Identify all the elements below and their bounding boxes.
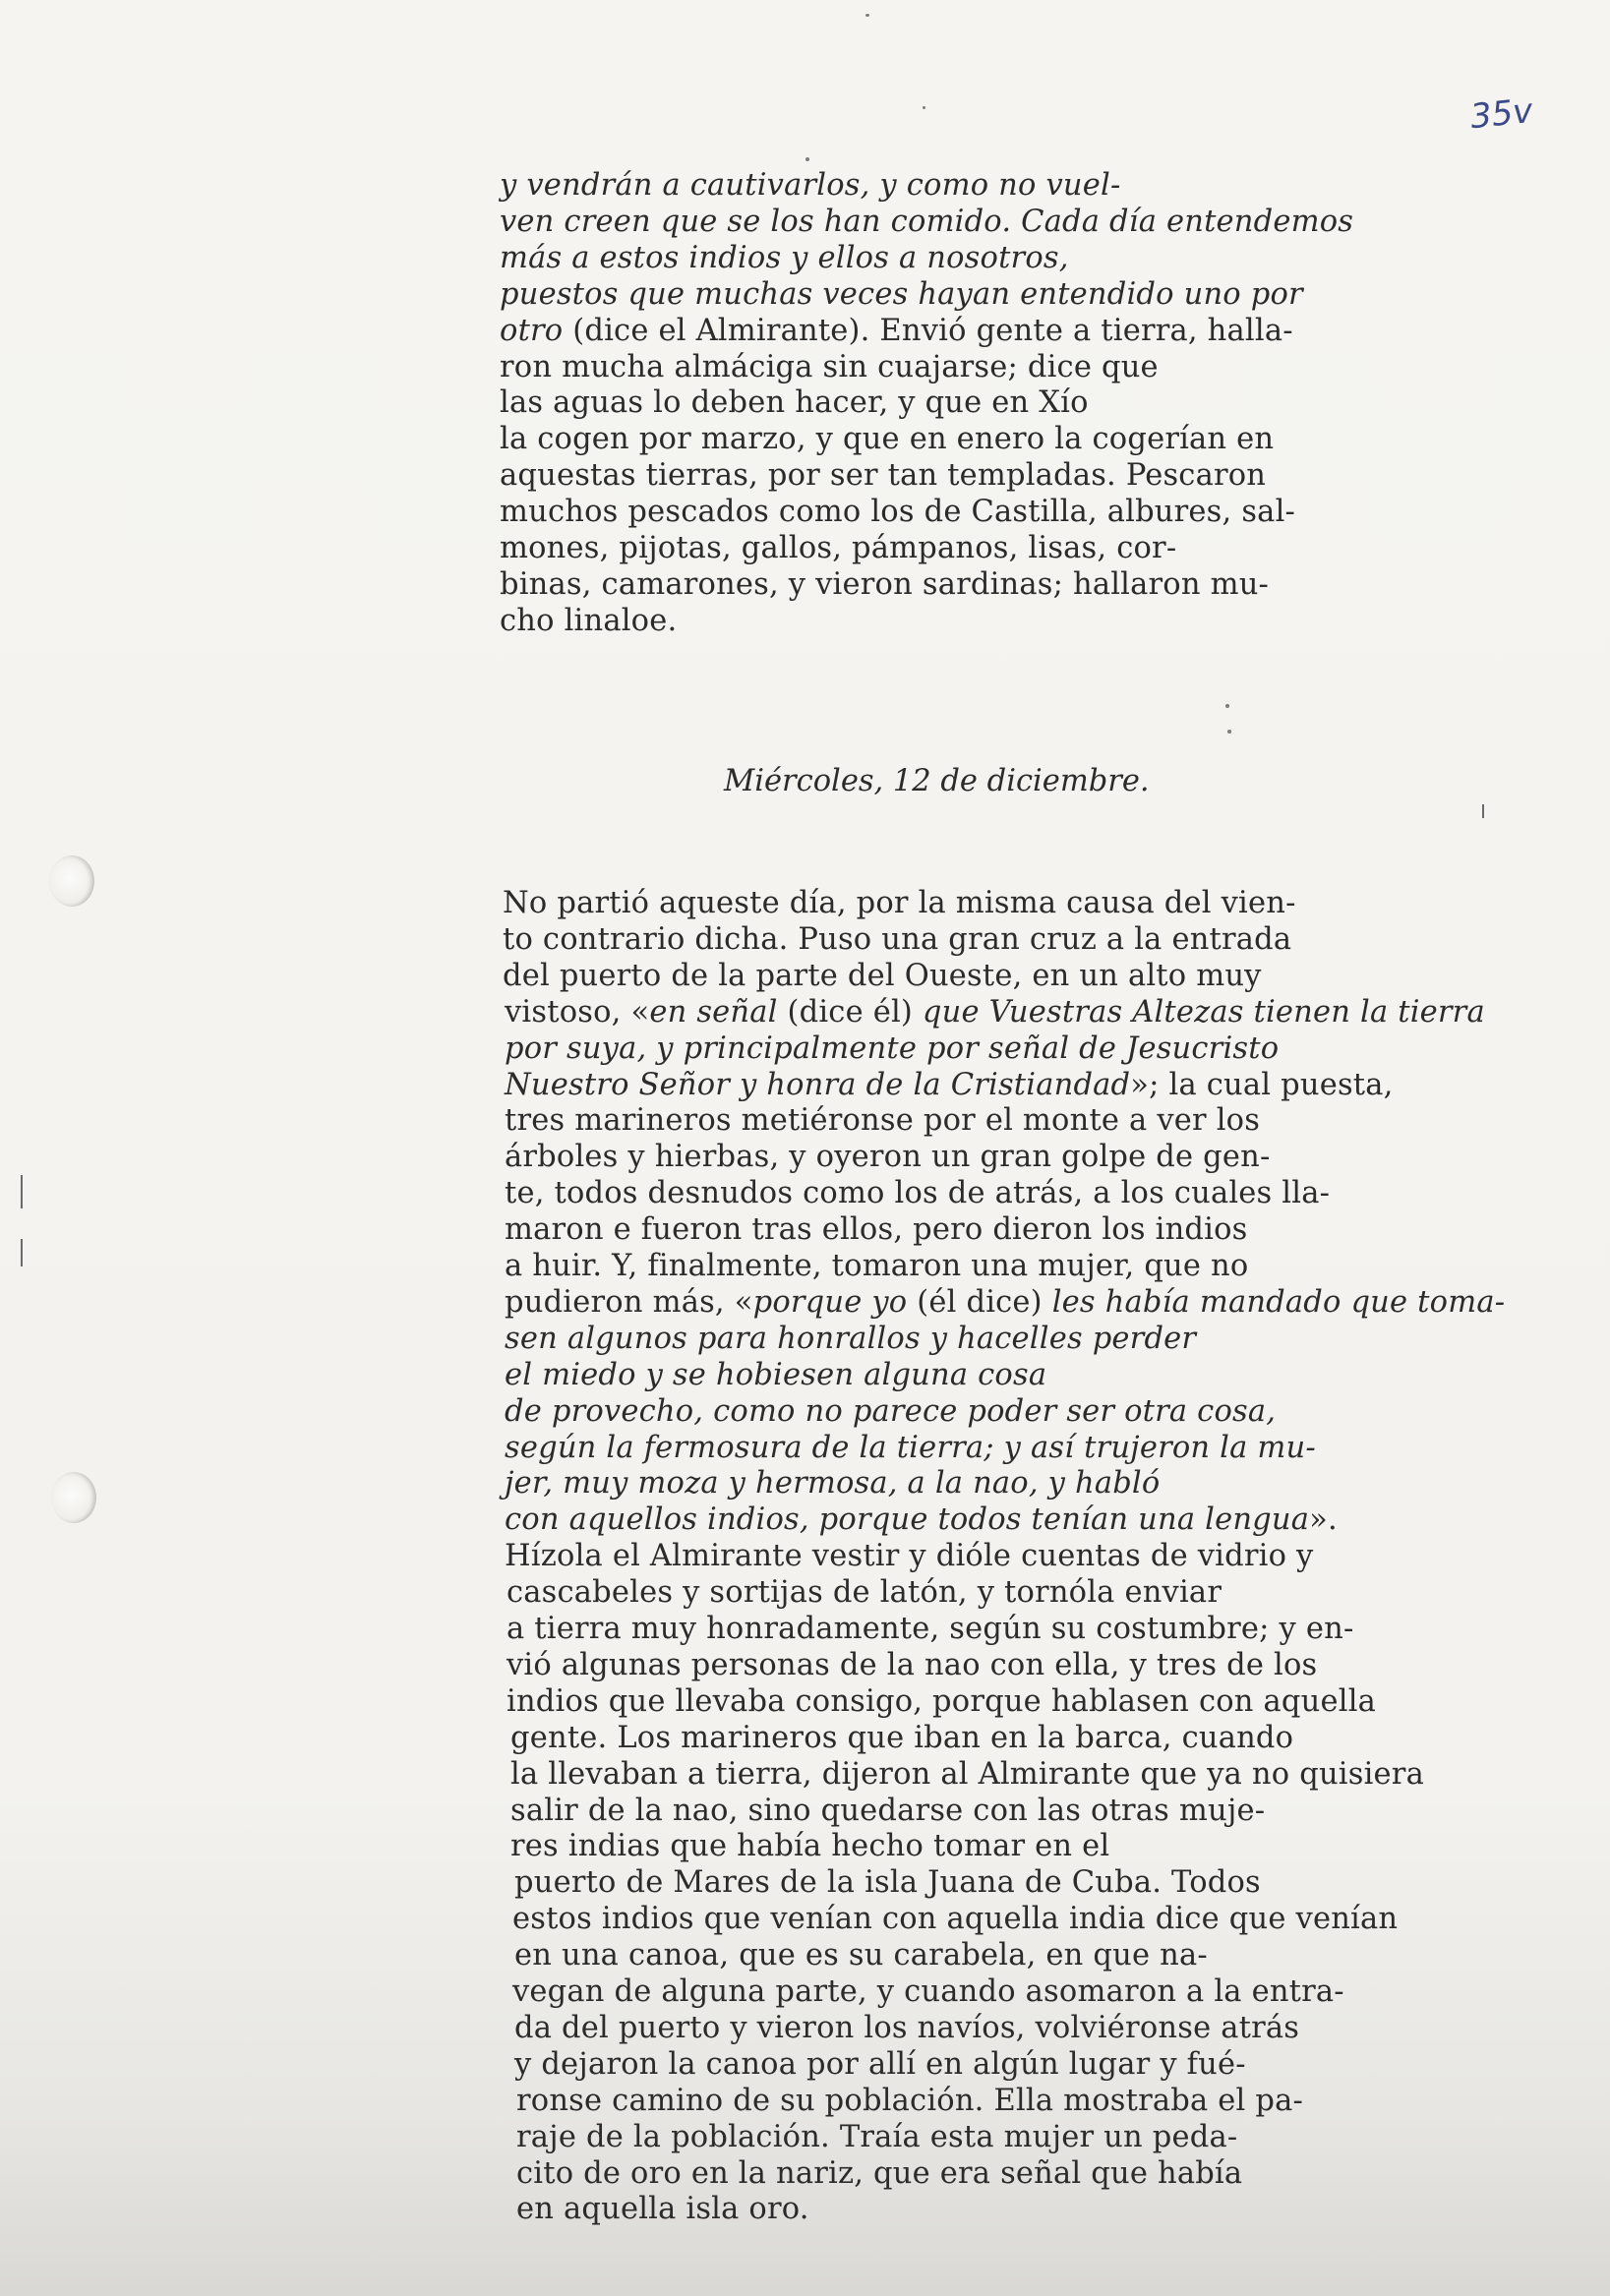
italic-quote-span: el miedo y se hobiesen alguna cosa (505, 1357, 1047, 1392)
date-heading: Miércoles, 12 de diciembre. (724, 764, 1150, 798)
text-line (505, 994, 1485, 1030)
scan-speck (1225, 704, 1229, 708)
text-span: da del puerto y vieron los navíos, volviéronse atrás (514, 2010, 1300, 2045)
text-line (516, 2155, 1242, 2192)
text-line (500, 384, 1089, 421)
text-span: vió algunas personas de la nao con ella, y tres de los (507, 1647, 1318, 1682)
text-line (516, 2083, 1303, 2119)
text-span: binas, camarones, y vieron sardinas; hallaron mu- (500, 566, 1270, 602)
text-line (507, 1683, 1376, 1720)
text-line (510, 1720, 1293, 1756)
margin-mark (1482, 804, 1484, 818)
text-line (503, 921, 1291, 958)
italic-quote-span: y vendrán a cautivarlos, y como no vuel- (500, 168, 1121, 203)
text-span: Hízola el Almirante vestir y dióle cuentas de vidrio y (505, 1539, 1314, 1574)
text-span: (dice el Almirante). Envió gente a tierra, halla- (563, 313, 1293, 348)
text-line (507, 1647, 1317, 1683)
text-span: ». (1309, 1502, 1338, 1538)
italic-quote-span: ven creen que se los han comido. Cada día entendemos (500, 204, 1354, 239)
text-span: indios que llevaba consigo, porque hablasen con aquella (507, 1683, 1377, 1719)
text-line (500, 167, 1120, 204)
text-span: a huir. Y, finalmente, tomaron una mujer, que no (505, 1249, 1249, 1283)
binder-hole-bottom (51, 1472, 96, 1523)
margin-mark (21, 1175, 23, 1208)
text-span: la llevaban a tierra, dijeron al Almirante que ya no quisiera (510, 1756, 1424, 1792)
text-span: maron e fueron tras ellos, pero dieron los indios (505, 1212, 1248, 1248)
text-line (514, 2010, 1299, 2046)
italic-quote-span: les había mandado que toma- (1051, 1284, 1506, 1320)
text-span: puerto de Mares de la isla Juana de Cuba. Todos (514, 1865, 1261, 1901)
scan-speck (1227, 730, 1231, 734)
text-line (500, 530, 1176, 566)
text-span: muchos pescados como los de Castilla, albures, sal- (500, 495, 1296, 530)
binder-hole-top (49, 855, 94, 907)
margin-mark (21, 1239, 23, 1266)
italic-quote-span: Nuestro Señor y honra de la Cristiandad (505, 1067, 1131, 1102)
text-line (516, 2119, 1237, 2155)
text-line (514, 1864, 1261, 1901)
text-line (500, 313, 1293, 349)
text-span: pudieron más, « (505, 1284, 753, 1320)
text-span: cito de oro en la nariz, que era señal que había (516, 2155, 1243, 2191)
italic-quote-span: más a estos indios y ellos a nosotros, (500, 240, 1069, 275)
text-line (500, 457, 1266, 494)
text-line (505, 1501, 1338, 1538)
scan-speck (805, 157, 809, 161)
text-line (510, 1793, 1265, 1829)
italic-quote-span: en señal (649, 994, 778, 1030)
text-span: mones, pijotas, gallos, pámpanos, lisas, cor- (500, 531, 1177, 565)
text-line (512, 1901, 1398, 1937)
text-span: del puerto de la parte del Oueste, en un alto muy (503, 958, 1262, 993)
italic-quote-span: jer, muy moza y hermosa, a la nao, y habló (505, 1466, 1161, 1501)
italic-quote-span: otro (500, 313, 564, 348)
text-span: tres marineros metiéronse por el monte a ver los (505, 1103, 1261, 1139)
italic-quote-span: puestos que muchas veces hayan entendido uno por (500, 276, 1303, 312)
text-span: (él dice) (907, 1284, 1052, 1320)
text-span: vegan de alguna parte, y cuando asomaron a la entra- (512, 1974, 1344, 2009)
text-line (505, 1102, 1260, 1139)
text-line (505, 1139, 1270, 1175)
text-line (505, 1465, 1160, 1501)
folio-number: 35v (1468, 90, 1535, 138)
text-line (500, 349, 1159, 385)
italic-quote-span: porque yo (752, 1284, 908, 1320)
scan-speck (865, 14, 869, 17)
text-line (500, 276, 1303, 313)
text-line (505, 1393, 1276, 1430)
text-line (505, 1321, 1196, 1357)
text-line (516, 2191, 809, 2227)
text-span: ron mucha almáciga sin cuajarse; dice que (500, 349, 1159, 384)
text-span: en aquella isla oro. (516, 2192, 809, 2227)
text-line (505, 1211, 1248, 1248)
text-span: gente. Los marineros que iban en la barca, cuando (510, 1720, 1294, 1755)
text-line (500, 494, 1295, 530)
italic-quote-span: de provecho, como no parece poder ser otra cosa, (505, 1393, 1277, 1429)
text-line (500, 566, 1269, 603)
text-line (500, 603, 677, 639)
text-span: estos indios que venían con aquella india dice que venían (512, 1902, 1399, 1937)
text-line (505, 1248, 1248, 1284)
text-line (500, 204, 1353, 240)
text-span: ronse camino de su población. Ella mostraba el pa- (516, 2083, 1303, 2118)
text-span: No partió aqueste día, por la misma causa del vien- (503, 886, 1296, 920)
text-span: las aguas lo deben hacer, y que en Xío (500, 385, 1089, 421)
italic-quote-span: con aquellos indios, porque todos tenían una lengua (505, 1502, 1310, 1538)
text-span: raje de la población. Traía esta mujer un peda- (516, 2119, 1238, 2154)
text-line (505, 1067, 1394, 1103)
text-line (512, 1973, 1344, 2010)
text-line (505, 1538, 1313, 1574)
text-span: árboles y hierbas, y oyeron un gran golpe de gen- (505, 1140, 1271, 1175)
text-line (507, 1611, 1353, 1647)
text-span: res indias que había hecho tomar en el (510, 1829, 1110, 1864)
text-line (514, 1937, 1208, 1973)
text-line (514, 2046, 1246, 2083)
italic-quote-span: que Vuestras Altezas tienen la tierra (922, 994, 1485, 1030)
text-line (500, 240, 1069, 276)
text-line (505, 1357, 1046, 1393)
text-line (503, 885, 1296, 921)
text-line (503, 958, 1262, 994)
text-line (505, 1284, 1505, 1321)
text-span: »; la cual puesta, (1130, 1067, 1394, 1102)
text-span: te, todos desnudos como los de atrás, a los cuales lla- (505, 1176, 1331, 1211)
text-span: aquestas tierras, por ser tan templadas. Pescaron (500, 458, 1267, 494)
italic-quote-span: según la fermosura de la tierra; y así trujeron la mu- (505, 1430, 1316, 1465)
text-span: cascabeles y sortijas de latón, y tornóla enviar (507, 1575, 1222, 1611)
italic-quote-span: sen algunos para honrallos y hacelles perder (505, 1321, 1197, 1356)
text-span: to contrario dicha. Puso una gran cruz a la entrada (503, 921, 1292, 957)
text-span: y dejaron la canoa por allí en algún lugar y fué- (514, 2046, 1246, 2082)
text-line (505, 1430, 1316, 1466)
text-span: (dice él) (777, 994, 923, 1030)
text-line (505, 1030, 1279, 1067)
text-span: en una canoa, que es su carabela, en que na- (514, 1938, 1208, 1973)
text-line (510, 1828, 1109, 1864)
italic-quote-span: por suya, y principalmente por señal de Jesucristo (505, 1030, 1280, 1066)
text-line (505, 1175, 1330, 1211)
text-span: a tierra muy honradamente, según su costumbre; y en- (507, 1612, 1354, 1646)
text-line (507, 1574, 1222, 1611)
text-span: salir de la nao, sino quedarse con las otras muje- (510, 1793, 1266, 1828)
text-span: cho linaloe. (500, 603, 678, 638)
text-span: la cogen por marzo, y que en enero la cogerían en (500, 422, 1275, 457)
scan-speck (923, 106, 925, 109)
text-line (510, 1756, 1424, 1793)
text-line (500, 421, 1274, 457)
text-span: vistoso, « (505, 994, 650, 1030)
